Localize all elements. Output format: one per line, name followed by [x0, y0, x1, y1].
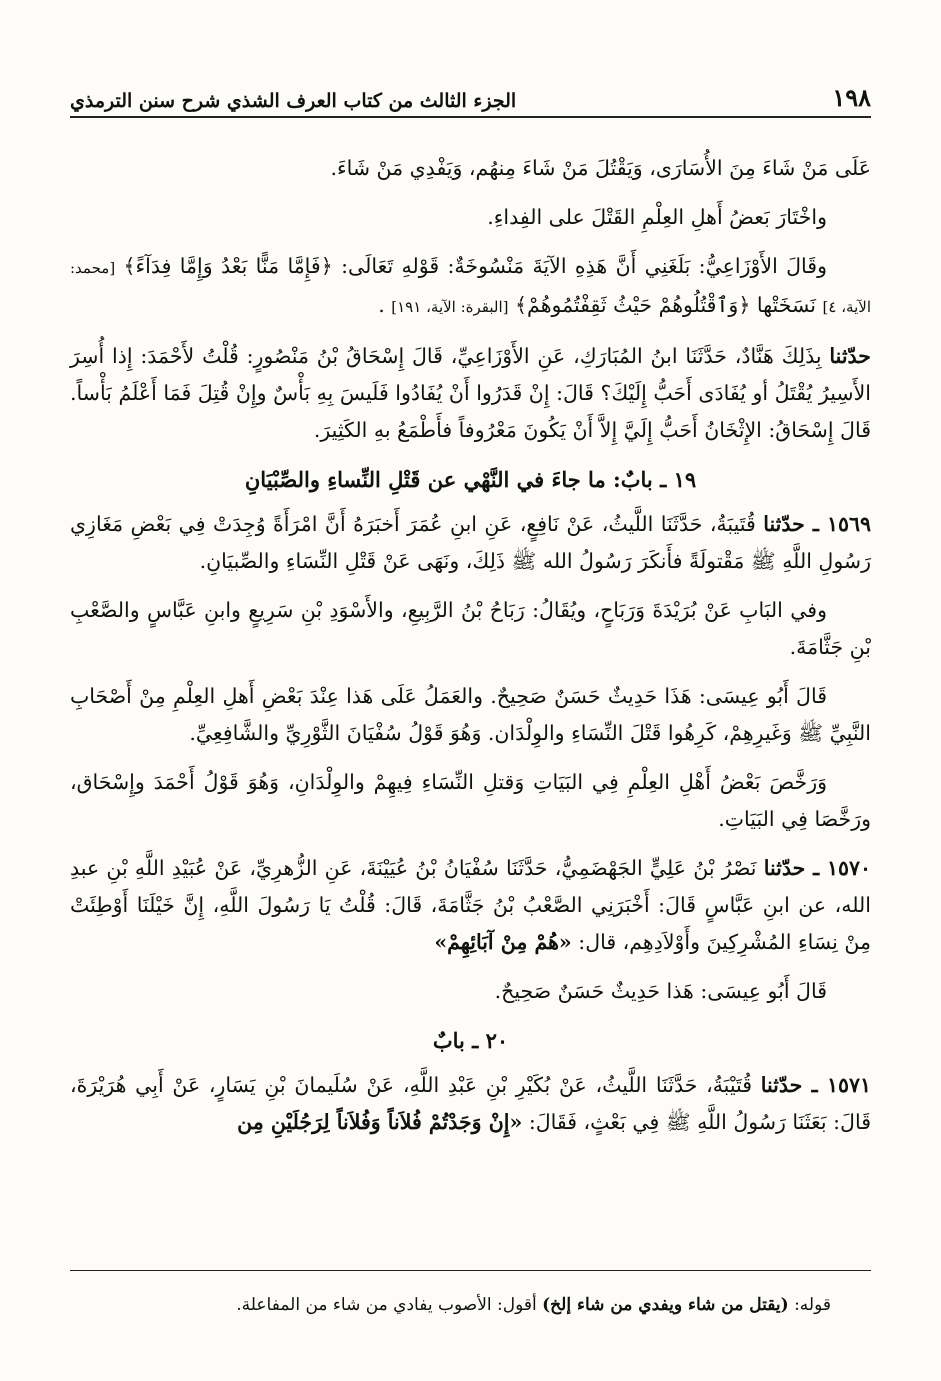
paragraph-1: عَلَى مَنْ شَاءَ مِنَ الأُسَارَى، وَيَقْتُلَ مَنْ شَاءَ مِنهُم، وَيَفْدِي مَنْ شَاءَ. — [330, 156, 871, 180]
awzai-quote: وقَالَ الأَوْزَاعِيُّ: بَلَغَنِي أَنَّ هَذِهِ الآيَةَ مَنْسُوخَةٌ: قَوْلهِ تَعَالَى: ﴿فَإِمَّا مَنًّا بَعْدُ وَإِمَّا فِدَآءً﴾ — [123, 254, 827, 278]
paragraph-4-text: بِذَلِكَ هَنَّادٌ، حَدَّثَنَا ابنُ المُبَارَكِ، عَنِ الأَوْزَاعِيِّ، قَالَ إِسْحَاقُ بْنُ مَنْصُورٍ: قُلْتُ لأَحْمَدَ: إِذا أُسِرَ الأَسِيرُ يُقْتَلُ أو يُفَادَى أَحَبُّ إِلَيْكَ؟ قَالَ: إِنْ قَدَرُوا أَنْ يُفَادُوا فَلَيسَ بِهِ بَأْسٌ وإِنْ قُتِلَ فَمَا أَعْلَمُ بَأْساً. قَالَ إِسْحَاقُ: الإِثْخَانُ أَحَبُّ إِلَيَّ إِلاَّ أَنْ يَكُونَ مَعْرُوفاً فأَطْمَعُ بهِ الكَثِيرَ. — [70, 344, 871, 442]
hadith-1570-number: ١٥٧٠ ـ حدّثنا — [763, 856, 871, 880]
page-number: ١٩٨ — [832, 83, 871, 112]
footnote-text: أقول: الأصوب يفادي من شاء من المفاعلة. — [236, 1295, 537, 1315]
hadith-1571-number: ١٥٧١ ـ حدّثنا — [760, 1073, 871, 1097]
abrogating-verse: نَسَخَتْها ﴿وَٱقْتُلُوهُمْ حَيْثُ ثَقِفْتُمُوهُمْ﴾ — [515, 293, 816, 317]
quran-ref-muhammad: [محمد: الآية، ٤] — [70, 259, 871, 316]
hadith-1569-text: قُتَيبَةُ، حَدَّثَنَا اللَّيثُ، عَنْ نَافِعٍ، عَنِ ابنِ عُمَرَ أَخبَرَهُ أَنَّ امْرَأَةً وُجِدَتْ فِي بَعْضِ مَغَازِي رَسُولِ اللَّهِ ﷺ مَقْتولَةً فأَنكَرَ رَسُولُ الله ﷺ ذَلِكَ، ونَهَى عَنْ قَتْلِ النِّسَاءِ والصِّبيَانِ. — [70, 512, 871, 573]
chapter-heading-19: ١٩ ـ بابٌ: ما جاءَ في النَّهْي عن قَتْلِ النِّساءِ والصِّبْيَانِ — [244, 467, 697, 492]
paragraph-4 — [70, 338, 871, 449]
paragraph-3-end: . — [378, 293, 385, 317]
hadith-1571 — [70, 1067, 871, 1141]
hadith-1569-number: ١٥٦٩ ـ حدّثنا — [763, 512, 871, 536]
footnote-rule — [70, 1270, 871, 1271]
hadith-1570-quote: «هُمْ مِنْ آبَائِهِمْ» — [434, 930, 572, 954]
hadith-1570 — [70, 850, 871, 961]
paragraph-7: قَالَ أَبُو عِيسَى: هَذَا حَدِيثٌ حَسَنٌ صَحِيحٌ. والعَمَلُ عَلَى هَذا عِنْدَ بَعْضِ أَهلِ العِلْمِ مِنْ أَصْحَابِ النَّبِيِّ ﷺ وَغَيرِهِمْ، كَرِهُوا قَتْلَ النِّسَاءِ والوِلْدَان. وَهُوَ قَوْلُ سُفْيَانَ الثَّوْرِيِّ والشَّافِعِيِّ. — [70, 684, 871, 745]
footnote-label: قوله: — [794, 1295, 831, 1315]
paragraph-6: وفي البَابِ عَنْ بُرَيْدَةَ وَرَبَاحٍ، ويُقَالُ: رَبَاحُ بْنُ الرَّبِيعِ، والأَسْوَدِ بْنِ سَرِيعٍ وابنِ عَبَّاسٍ والصَّعْبِ بْنِ جَثَّامَةَ. — [70, 598, 871, 659]
paragraph-10: قَالَ أَبُو عِيسَى: هَذا حَدِيثٌ حَسَنٌ صَحِيحٌ. — [494, 979, 827, 1003]
hadith-1571-text: قُتَيْبَةُ، حَدَّثَنَا اللَّيثُ، عَنْ بُكَيْرِ بْنِ عَبْدِ اللَّهِ، عَنْ سُلَيمانَ بْنِ يَسَارٍ، عَنْ أَبِي هُرَيْرَةَ، قَالَ: بَعَثَنَا رَسُولُ اللَّهِ ﷺ فِي بَعْثٍ، فَقَالَ: — [70, 1073, 871, 1134]
hadith-1569 — [70, 506, 871, 580]
footnote-quote: (يقتل من شاء ويفدي من شاء إلخ) — [542, 1295, 789, 1315]
hadith-1570-text: نَصْرُ بْنُ عَلِيٍّ الجَهْضَمِيُّ، حَدَّثَنَا سُفْيَانُ بْنُ عُيَيْنَةَ، عَنِ الزُّهرِيِّ، عَنْ عُبَيْدِ اللَّهِ بْنِ عبدِ الله، عن ابنِ عَبَّاسٍ قَالَ: أَخْبَرَنِي الصَّعْبُ بْنُ جَثَّامَةَ، قَالَ: قُلْتُ يَا رَسُولَ اللَّهِ، إِنَّ خَيْلَنَا أَوْطِئَتْ مِنْ نِسَاءِ المُشْرِكِينَ وأَوْلاَدِهِم، قال: — [70, 856, 871, 954]
running-header — [70, 82, 871, 118]
main-text — [70, 150, 871, 1153]
hadith-1571-quote: «إِنْ وَجَدْتُمْ فُلاَناً وَفُلاَناً لِرَجُلَيْنِ مِن — [237, 1110, 523, 1134]
quran-ref-baqara: [البقرة: الآية، ١٩١] — [391, 298, 509, 316]
paragraph-3 — [70, 248, 871, 326]
running-title: الجزء الثالث من كتاب العرف الشذي شرح سنن الترمذي — [70, 90, 517, 112]
paragraph-8: وَرَخَّصَ بَعْضُ أَهْلِ العِلْمِ فِي البَيَاتِ وَقتلِ النِّسَاءِ فِيهِمْ والوِلْدَانِ، وَهُوَ قَوْلُ أَحْمَدَ وإِسْحَاق، ورَخَّصَا فِي البَيَاتِ. — [70, 770, 871, 831]
paragraph-2: واخْتَارَ بَعضُ أَهلِ العِلْمِ القَتْلَ على الفِداءِ. — [487, 205, 827, 229]
footnote — [70, 1290, 871, 1320]
chapter-heading-20: ٢٠ ـ بابٌ — [432, 1028, 509, 1053]
hadith-lead: حدّثنا — [829, 344, 871, 368]
